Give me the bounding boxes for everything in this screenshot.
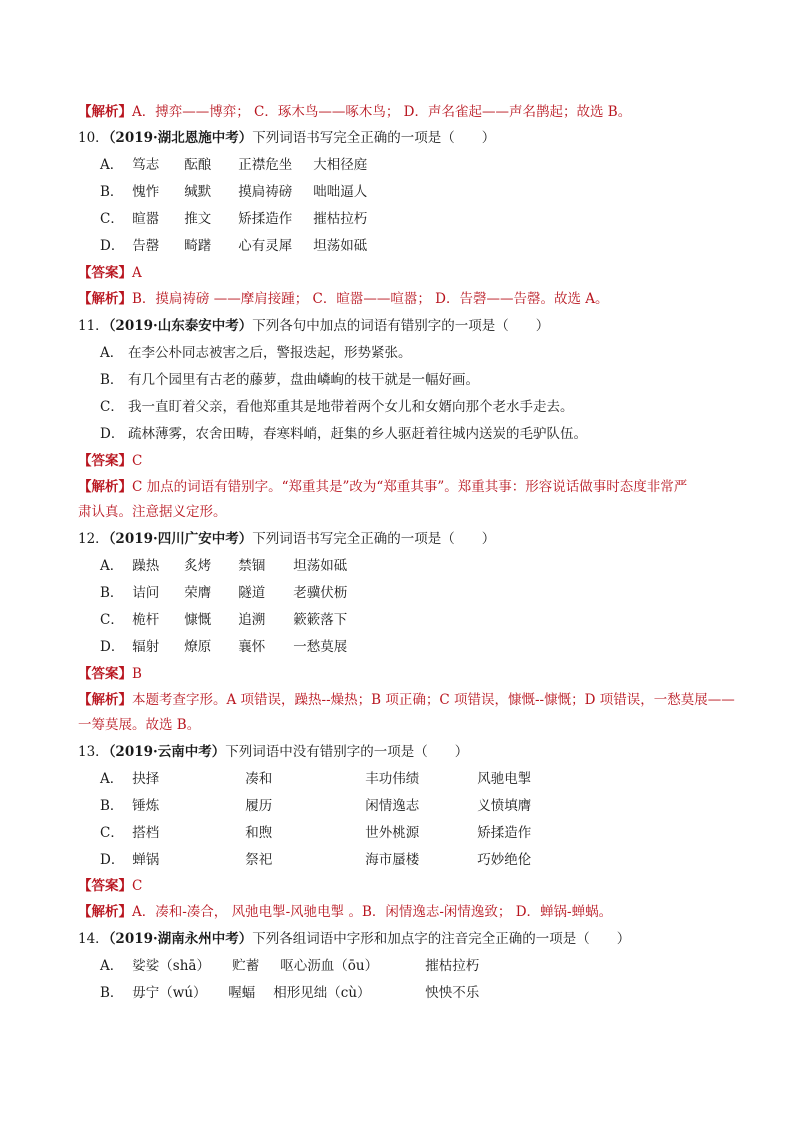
question-source: （2019·四川广安中考） xyxy=(108,531,253,547)
option-word: 锤炼 xyxy=(132,798,160,814)
question-number: 13． xyxy=(78,744,109,760)
option-word: 搭档 xyxy=(132,825,160,841)
option-word: 贮蓄 xyxy=(232,958,260,974)
option-text: 疏林薄雾，农舍田畴，春寒料峭，赶集的乡人驱赶着往城内送炭的毛驴队伍。 xyxy=(128,426,587,442)
option-word: 簌簌落下 xyxy=(293,612,348,628)
q14-option-b xyxy=(100,984,479,1002)
option-label: B． xyxy=(100,585,124,601)
q11-option-a xyxy=(100,344,412,362)
option-word: 坦荡如砥 xyxy=(313,238,368,254)
q14-option-a xyxy=(100,957,479,975)
q12-analysis-cont xyxy=(78,716,200,734)
q11-analysis xyxy=(78,478,687,496)
analysis-tag: 【解析】 xyxy=(78,104,132,120)
option-word: 禁锢 xyxy=(238,558,266,574)
option-word: 蝉锅 xyxy=(132,852,160,868)
q13-option-d xyxy=(100,851,531,869)
option-word: 隧道 xyxy=(238,585,266,601)
option-label: D． xyxy=(100,639,125,655)
question-source: （2019·云南中考） xyxy=(108,744,226,760)
question-number: 12． xyxy=(78,531,109,547)
analysis-text: 本题考查字形。A 项错误，躁热--燥热；B 项正确；C 项错误，慷慨--慷慨；D 项错误，一愁莫展—— xyxy=(132,692,735,708)
option-word: 抉择 xyxy=(132,771,160,787)
option-label: B． xyxy=(100,184,124,200)
option-word: 闲情逸志 xyxy=(365,798,420,814)
q12-option-a xyxy=(100,557,347,575)
option-text: 有几个园里有古老的藤萝，盘曲嶙峋的枝干就是一幅好画。 xyxy=(128,372,479,388)
option-label: A． xyxy=(100,157,124,173)
q12-option-b xyxy=(100,584,347,602)
option-word: 追溯 xyxy=(238,612,266,628)
analysis-text: A．凑和-凑合， 风弛电掣-风驰电掣 。B．闲情逸志-闲情逸致； D．蝉锅-蝉蜗。 xyxy=(132,904,613,920)
option-word: 一愁莫展 xyxy=(293,639,348,655)
q14-stem xyxy=(78,930,630,948)
option-word: 海市蜃楼 xyxy=(365,852,420,868)
option-word: 祭祀 xyxy=(245,852,273,868)
option-word: 矫揉造作 xyxy=(477,825,532,841)
option-label: C． xyxy=(100,612,124,628)
option-word: 辐射 xyxy=(132,639,160,655)
q11-option-d xyxy=(100,425,587,443)
option-text: 在李公朴同志被害之后，警报迭起，形势紧张。 xyxy=(128,345,412,361)
question-source: （2019·湖南永州中考） xyxy=(108,931,253,947)
q13-stem xyxy=(78,743,468,761)
question-source: （2019·湖北恩施中考） xyxy=(108,130,253,146)
option-word: 相形见绌（cù） xyxy=(273,985,371,1001)
q10-option-b xyxy=(100,183,367,201)
q10-option-d xyxy=(100,237,367,255)
q10-stem xyxy=(78,129,495,147)
answer-value: A xyxy=(132,265,142,281)
option-word: 诘问 xyxy=(132,585,160,601)
q13-analysis xyxy=(78,903,612,921)
analysis-text: A．搏弈——博弈； C．琢木鸟——啄木鸟； D．声名雀起——声名鹊起；故选 B。 xyxy=(132,104,632,120)
analysis-text: 肃认真。注意据义定形。 xyxy=(78,504,227,520)
q13-option-b xyxy=(100,797,531,815)
option-word: 襄怀 xyxy=(238,639,266,655)
option-word: 炙烤 xyxy=(184,558,212,574)
option-label: C． xyxy=(100,211,124,227)
answer-tag: 【答案】 xyxy=(78,878,132,894)
option-word: 履历 xyxy=(245,798,273,814)
q11-analysis-cont xyxy=(78,503,227,521)
q10-answer xyxy=(78,264,142,282)
question-text: 下列各组词语中字形和加点字的注音完全正确的一项是（ ） xyxy=(252,931,631,947)
option-word: 娑娑（shā） xyxy=(132,958,210,974)
option-word: 呕心沥血（ōu） xyxy=(280,958,379,974)
analysis-tag: 【解析】 xyxy=(78,904,132,920)
option-word: 正襟危坐 xyxy=(238,157,293,173)
option-word: 笃志 xyxy=(132,157,160,173)
q12-option-c xyxy=(100,611,347,629)
option-word: 毋宁（wú） xyxy=(132,985,207,1001)
option-label: D． xyxy=(100,426,125,442)
question-text: 下列各句中加点的词语有错别字的一项是（ ） xyxy=(252,318,550,334)
option-label: D． xyxy=(100,852,125,868)
question-number: 10． xyxy=(78,130,109,146)
option-word: 和煦 xyxy=(245,825,273,841)
option-word: 坦荡如砥 xyxy=(293,558,348,574)
option-word: 心有灵犀 xyxy=(238,238,293,254)
answer-tag: 【答案】 xyxy=(78,265,132,281)
option-word: 义愤填膺 xyxy=(477,798,532,814)
option-word: 缄默 xyxy=(184,184,212,200)
analysis-text: B．摸扃祷磅 ——摩肩接踵； C．暄嚣——喧嚣； D．告磬——告罄。故选 A。 xyxy=(132,291,609,307)
option-label: B． xyxy=(100,372,124,388)
q9-analysis xyxy=(78,103,631,121)
option-word: 摧枯拉朽 xyxy=(313,211,368,227)
option-label: A． xyxy=(100,958,124,974)
analysis-tag: 【解析】 xyxy=(78,291,132,307)
question-number: 11． xyxy=(78,318,109,334)
answer-tag: 【答案】 xyxy=(78,453,132,469)
option-word: 丰功伟绩 xyxy=(365,771,420,787)
analysis-tag: 【解析】 xyxy=(78,479,132,495)
option-word: 矫揉造作 xyxy=(238,211,293,227)
option-word: 巧妙绝伦 xyxy=(477,852,532,868)
option-word: 凑和 xyxy=(245,771,273,787)
question-text: 下列词语书写完全正确的一项是（ ） xyxy=(252,531,496,547)
option-label: A． xyxy=(100,771,124,787)
q11-stem xyxy=(78,317,549,335)
q10-option-a xyxy=(100,156,367,174)
q10-option-c xyxy=(100,210,367,228)
q12-answer xyxy=(78,665,142,683)
option-word: 咄咄逼人 xyxy=(313,184,368,200)
option-word: 大相径庭 xyxy=(313,157,368,173)
answer-value: B xyxy=(132,666,142,682)
option-word: 喔蝠 xyxy=(228,985,256,1001)
q12-stem xyxy=(78,530,495,548)
q11-answer xyxy=(78,452,142,470)
option-label: D． xyxy=(100,238,125,254)
question-text: 下列词语中没有错别字的一项是（ ） xyxy=(225,744,469,760)
option-word: 暄嚣 xyxy=(132,211,160,227)
option-word: 风驰电掣 xyxy=(477,771,532,787)
option-text: 我一直盯着父亲，看他郑重其是地带着两个女儿和女婿向那个老水手走去。 xyxy=(128,399,574,415)
option-word: 燎原 xyxy=(184,639,212,655)
question-number: 14． xyxy=(78,931,109,947)
q13-option-c xyxy=(100,824,531,842)
option-label: C． xyxy=(100,399,124,415)
option-word: 荣膺 xyxy=(184,585,212,601)
option-label: A． xyxy=(100,345,124,361)
q11-option-b xyxy=(100,371,479,389)
q12-option-d xyxy=(100,638,347,656)
analysis-text: 一筹莫展。故选 B。 xyxy=(78,717,201,733)
option-word: 畸躇 xyxy=(184,238,212,254)
option-word: 告罄 xyxy=(132,238,160,254)
q11-option-c xyxy=(100,398,574,416)
question-source: （2019·山东泰安中考） xyxy=(108,318,253,334)
q12-analysis xyxy=(78,691,735,709)
option-word: 慷慨 xyxy=(184,612,212,628)
option-word: 老骥伏枥 xyxy=(293,585,348,601)
option-word: 愧怍 xyxy=(132,184,160,200)
option-word: 桅杆 xyxy=(132,612,160,628)
option-word: 怏怏不乐 xyxy=(425,985,480,1001)
option-word: 摸扃祷磅 xyxy=(238,184,293,200)
option-label: A． xyxy=(100,558,124,574)
option-word: 酝酿 xyxy=(184,157,212,173)
option-label: C． xyxy=(100,825,124,841)
option-word: 摧枯拉朽 xyxy=(425,958,480,974)
answer-tag: 【答案】 xyxy=(78,666,132,682)
answer-value: C xyxy=(132,453,143,469)
option-label: B． xyxy=(100,798,124,814)
q13-option-a xyxy=(100,770,531,788)
question-text: 下列词语书写完全正确的一项是（ ） xyxy=(252,130,496,146)
analysis-tag: 【解析】 xyxy=(78,692,132,708)
q10-analysis xyxy=(78,290,609,308)
analysis-text: C 加点的词语有错别字。“郑重其是”改为“郑重其事”。郑重其事：形容说话做事时态度非常严 xyxy=(132,479,688,495)
q13-answer xyxy=(78,877,142,895)
option-word: 躁热 xyxy=(132,558,160,574)
option-word: 世外桃源 xyxy=(365,825,420,841)
option-label: B． xyxy=(100,985,124,1001)
answer-value: C xyxy=(132,878,143,894)
option-word: 推文 xyxy=(184,211,212,227)
